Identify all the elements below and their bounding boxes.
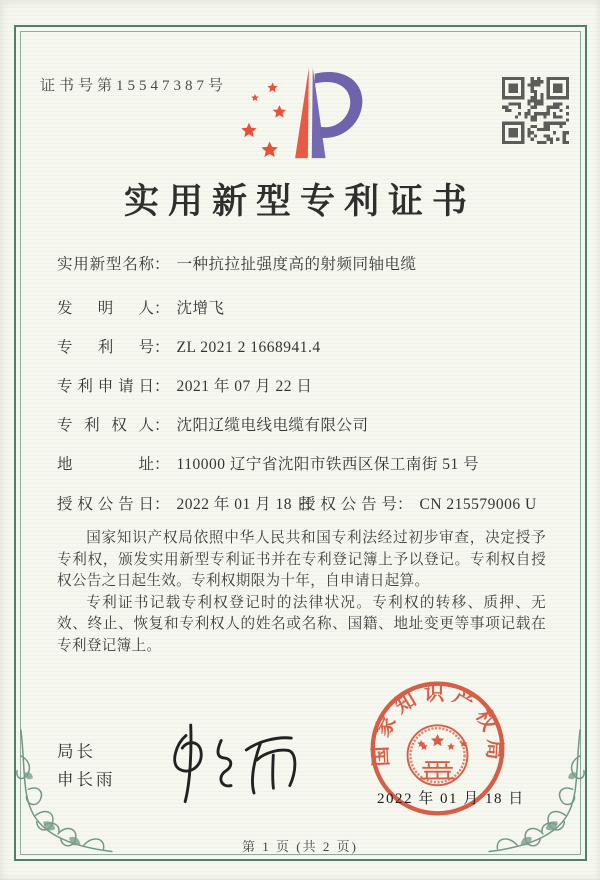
- field-label: 专利权人: [57, 417, 154, 434]
- director-title: 局长: [57, 742, 96, 761]
- field-filing-date: 专利申请日： 2021 年 07 月 22 日: [57, 374, 312, 396]
- field-grant-publication-number: 授权公告号： CN 215579006 U: [300, 492, 537, 514]
- field-value: ZL 2021 2 1668941.4: [176, 339, 321, 356]
- field-utility-model-name: 实用新型名称： 一种抗拉扯强度高的射频同轴电缆: [57, 252, 417, 274]
- director-signature-icon: [156, 711, 324, 812]
- legal-paragraph-2: 专利证书记载专利权登记时的法律状况。专利权的转移、质押、无效、终止、恢复和专利权人的姓名或名称、国籍、地址变更等事项记载在专利登记簿上。: [57, 594, 546, 654]
- cnipa-logo-icon: [225, 58, 375, 166]
- seal-date: 2022 年 01 月 18 日: [377, 791, 525, 807]
- legal-paragraph-1: 国家知识产权局依照中华人民共和国专利法经过初步审查，决定授予专利权，颁发实用新型专利证书并在专利登记簿上予以登记。专利权自授权公告之日起生效。专利权期限为十年，自申请日起算。: [57, 530, 546, 589]
- field-grant-row: [57, 492, 537, 514]
- field-value: 2021 年 07 月 22 日: [176, 378, 313, 395]
- field-label: 专利号: [57, 339, 154, 356]
- field-value: 沈阳辽缆电线电缆有限公司: [176, 417, 369, 434]
- field-value: 2022 年 01 月 18 日: [176, 496, 313, 513]
- field-grant-date: 授权公告日： 2022 年 01 月 18 日: [57, 496, 312, 513]
- field-label: 授权公告日: [57, 496, 154, 513]
- field-address: 地址： 110000 辽宁省沈阳市铁西区保工南街 51 号: [57, 452, 479, 474]
- field-patent-number: 专利号： ZL 2021 2 1668941.4: [57, 335, 321, 357]
- page-footer: 第 1 页 (共 2 页): [242, 839, 358, 854]
- field-label: 地址: [57, 456, 154, 473]
- certificate-number: 证书号第15547387号: [40, 78, 228, 94]
- certificate-title: 实用新型专利证书: [123, 182, 476, 221]
- field-patentee: 专利权人： 沈阳辽缆电线电缆有限公司: [57, 413, 369, 435]
- field-inventor: 发明人： 沈增飞: [57, 296, 225, 318]
- field-label: 实用新型名称: [57, 256, 154, 273]
- field-value: 沈增飞: [176, 300, 225, 317]
- field-value: 一种抗拉扯强度高的射频同轴电缆: [176, 256, 417, 273]
- field-label: 发明人: [57, 300, 154, 317]
- director-name: 申长雨: [57, 769, 116, 789]
- field-label: 专利申请日: [57, 378, 154, 395]
- field-value: CN 215579006 U: [419, 496, 537, 513]
- svg-text:国家知识产权局: 国家知识产权局: [369, 682, 506, 767]
- field-label: 授权公告号: [300, 496, 397, 513]
- qr-code: [502, 77, 569, 144]
- signoff-block: [57, 744, 116, 788]
- field-value: 110000 辽宁省沈阳市铁西区保工南街 51 号: [176, 456, 480, 473]
- legal-text-block: [57, 528, 546, 657]
